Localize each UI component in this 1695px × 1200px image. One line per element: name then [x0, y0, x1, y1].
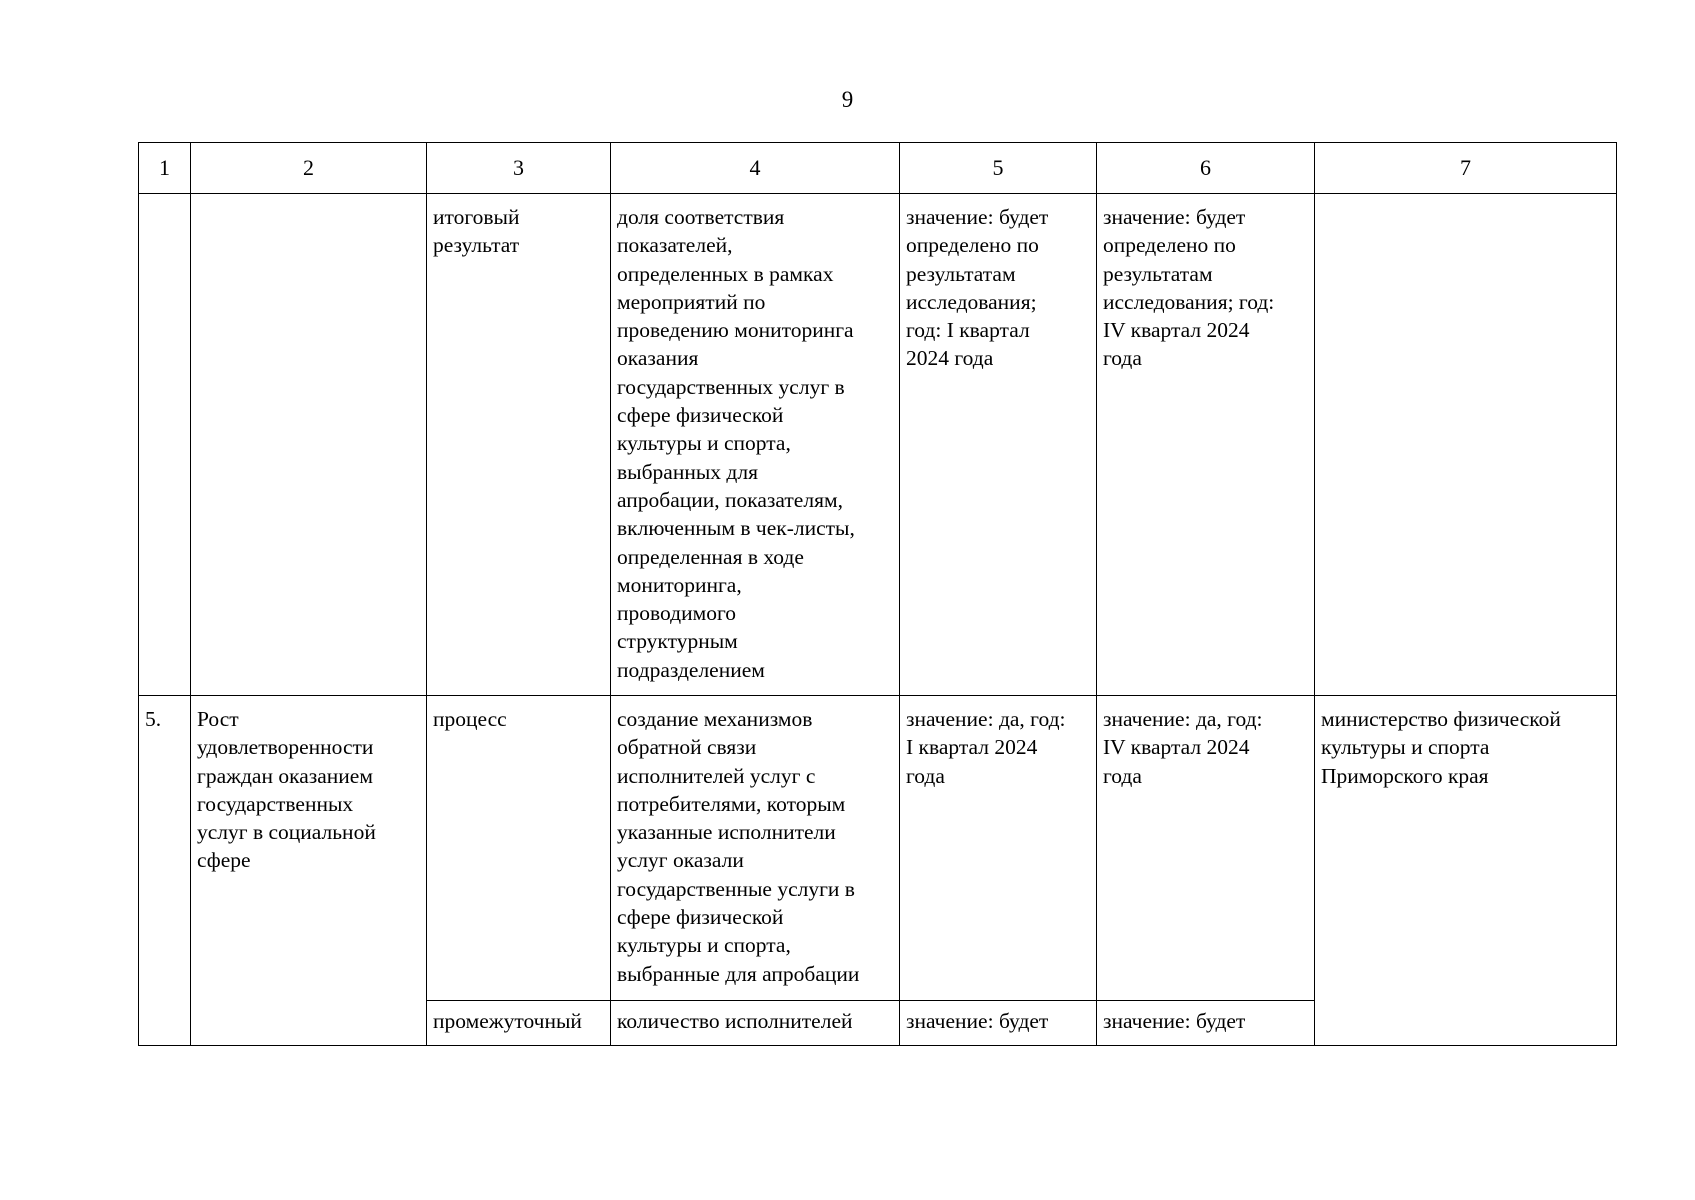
row5-intermediate-end-value: значение: будет [1097, 1001, 1315, 1046]
row5-process-type: процесс [427, 696, 611, 1001]
header-col-5: 5 [900, 143, 1097, 194]
row5-process-description: создание механизмов обратной связи исполнителей услуг с потребителями, которым указанные исполнители услуг оказали государственные услуги в сфере физической культуры и спорта, выбранные для апробации [611, 696, 900, 1001]
row5-intermediate-type: промежуточный [427, 1001, 611, 1046]
header-col-3: 3 [427, 143, 611, 194]
page-number: 9 [841, 87, 854, 112]
table-row [139, 696, 1617, 1001]
row1-result-type: итоговый результат [427, 194, 611, 696]
header-col-6: 6 [1097, 143, 1315, 194]
header-col-1: 1 [139, 143, 191, 194]
row1-name-cell [191, 194, 427, 696]
row1-indicator-description: доля соответствия показателей, определенных в рамках мероприятий по проведению мониторинга оказания государственных услуг в сфере физической культуры и спорта, выбранных для апробации, показателям, включенным в чек-листы, определенная в ходе мониторинга, проводимого структурным подразделением [611, 194, 900, 696]
table-row [139, 194, 1617, 696]
row5-intermediate-description: количество исполнителей [611, 1001, 900, 1046]
row5-process-end-value: значение: да, год: IV квартал 2024 года [1097, 696, 1315, 1001]
row1-number-cell [139, 194, 191, 696]
row5-process-start-value: значение: да, год: I квартал 2024 года [900, 696, 1097, 1001]
row1-end-value: значение: будет определено по результатам исследования; год: IV квартал 2024 года [1097, 194, 1315, 696]
row5-intermediate-start-value: значение: будет [900, 1001, 1097, 1046]
header-col-4: 4 [611, 143, 900, 194]
header-col-7: 7 [1315, 143, 1617, 194]
row1-start-value: значение: будет определено по результатам исследования; год: I квартал 2024 года [900, 194, 1097, 696]
row5-organization: министерство физической культуры и спорта Приморского края [1315, 696, 1617, 1046]
results-table [138, 142, 1617, 1046]
header-row [139, 143, 1617, 194]
header-col-2: 2 [191, 143, 427, 194]
row5-task-name: Рост удовлетворенности граждан оказанием государственных услуг в социальной сфере [191, 696, 427, 1046]
row1-organization-cell [1315, 194, 1617, 696]
row5-number: 5. [139, 696, 191, 1046]
